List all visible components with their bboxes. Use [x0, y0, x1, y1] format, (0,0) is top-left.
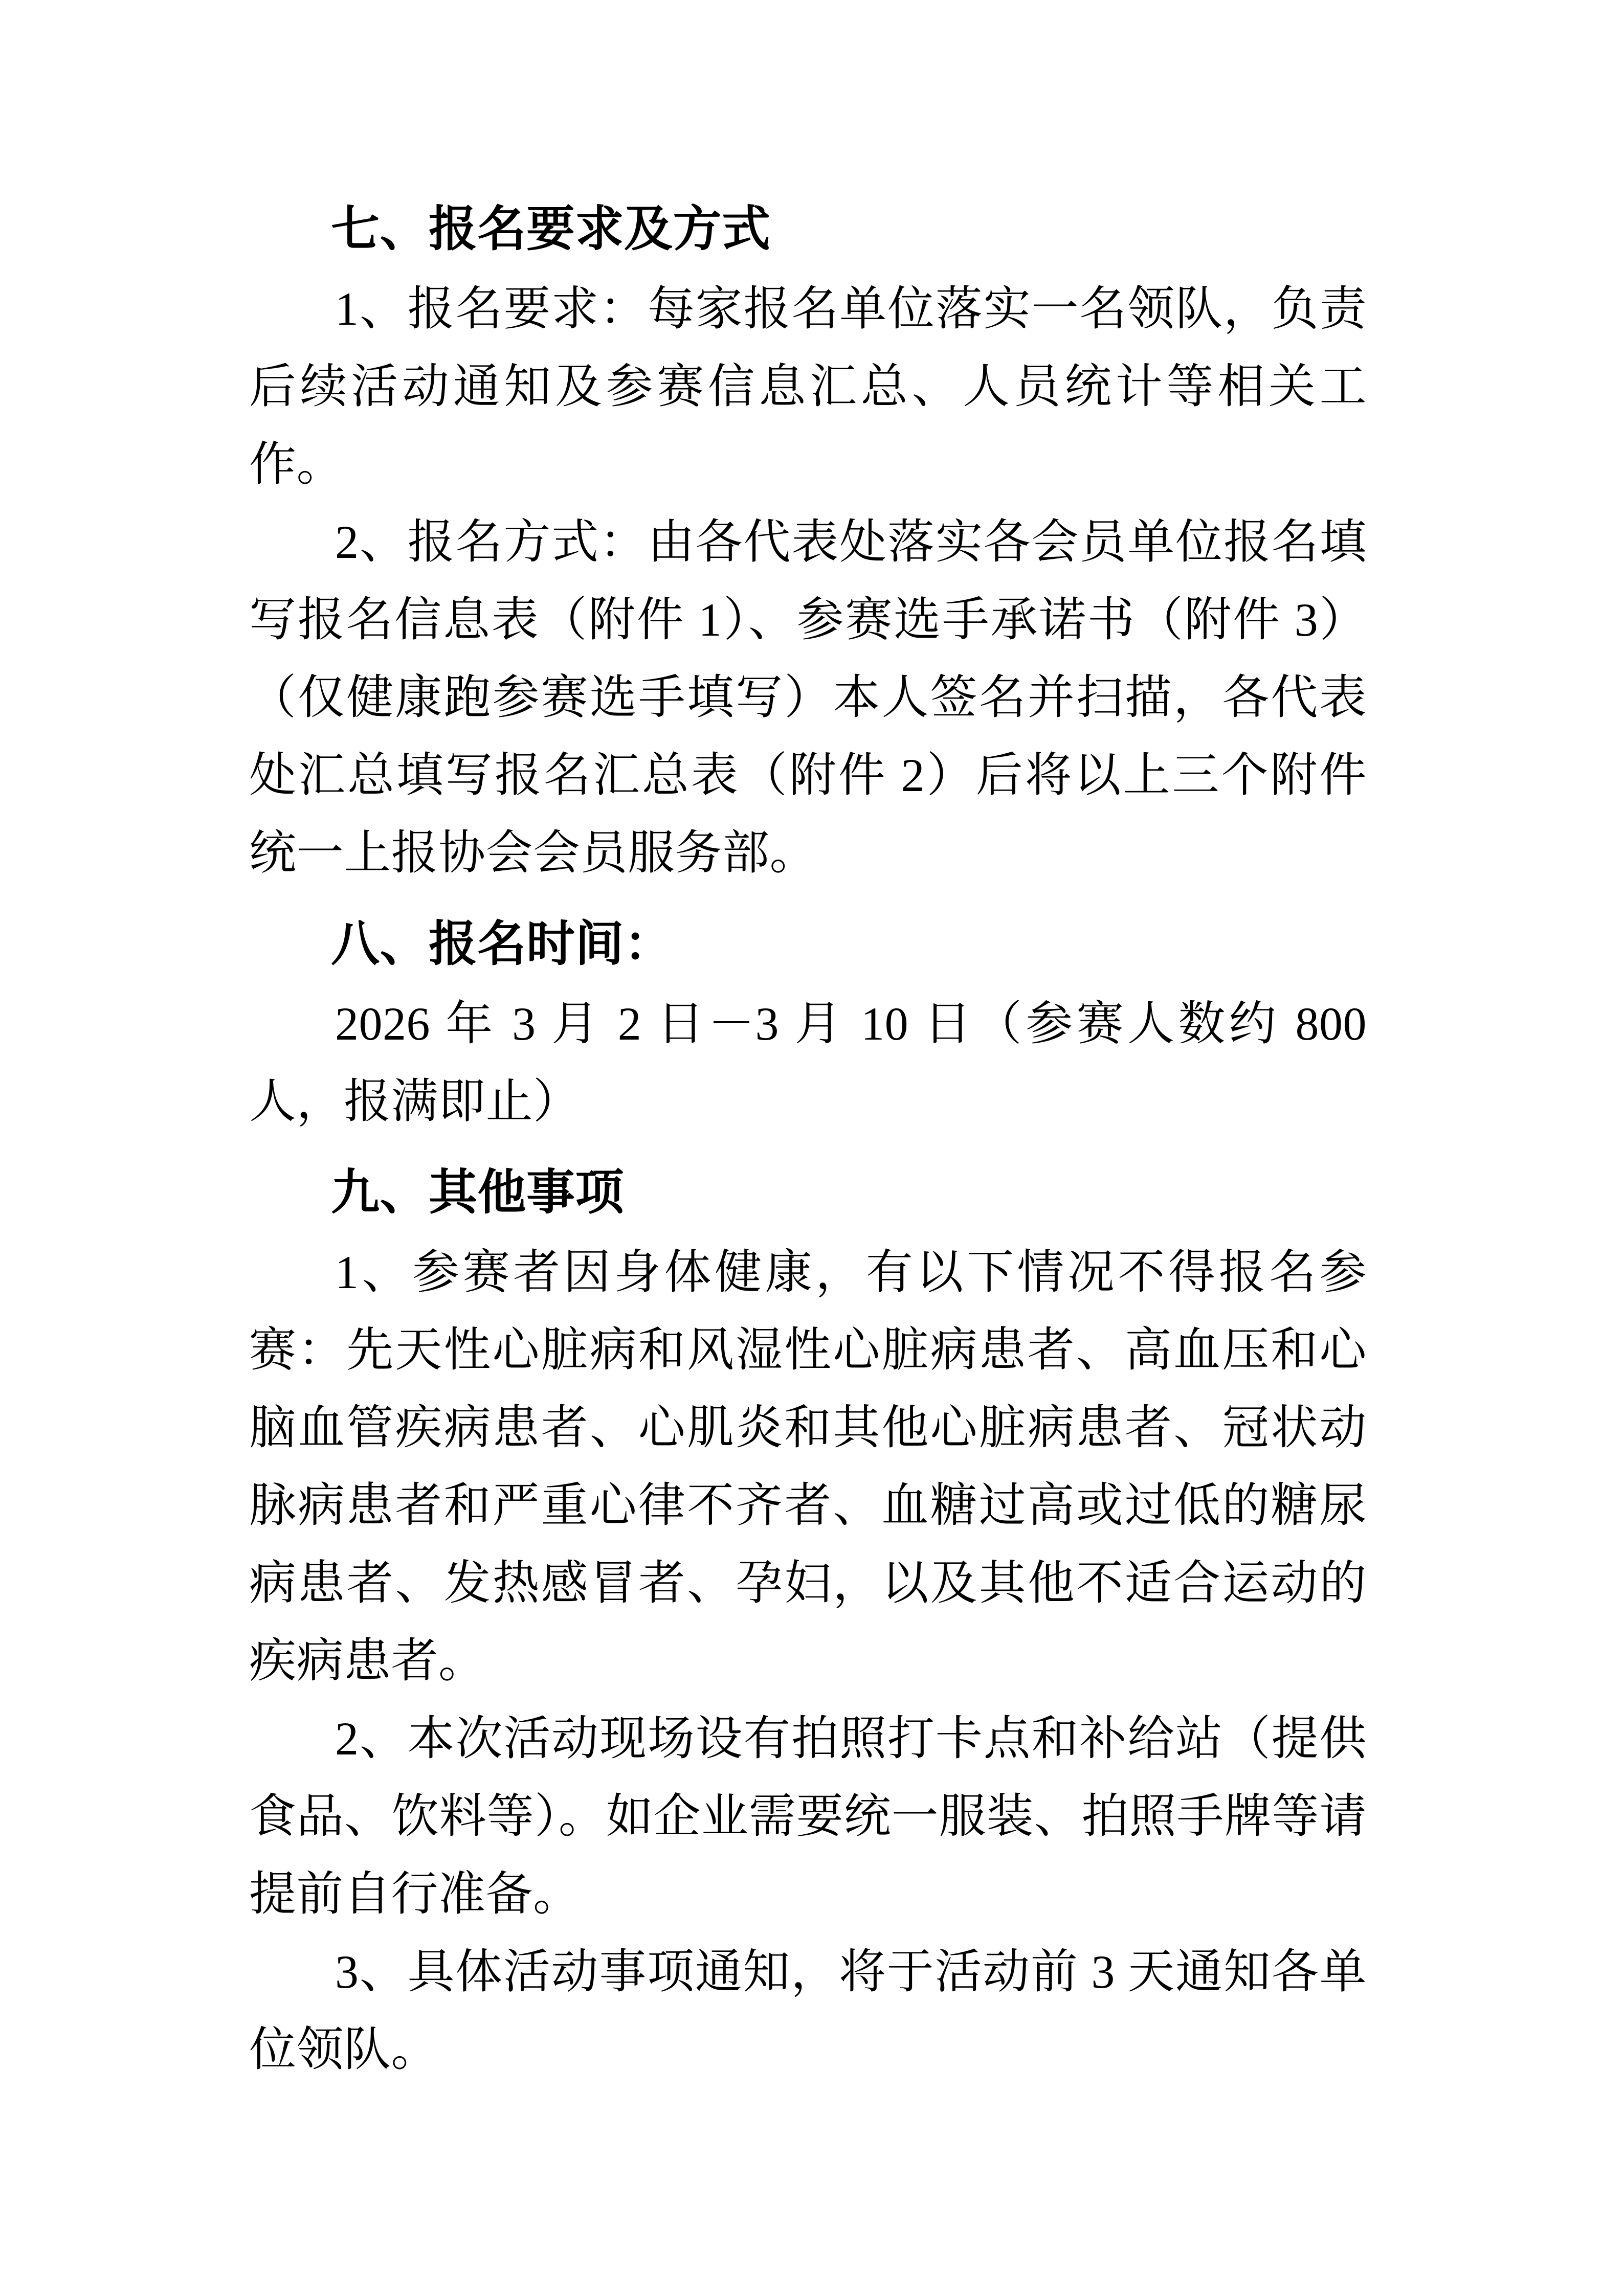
- section-heading-eight: 八、报名时间：: [331, 917, 673, 971]
- paragraph-health-restrictions: 1、参赛者因身体健康，有以下情况不得报名参赛：先天性心脏病和风湿性心脏病患者、高血压和心脑血管疾病患者、心肌炎和其他心脏病患者、冠状动脉病患者和严重心律不齐者、血糖过高或过低的糖尿病患者、发热感冒者、孕妇，以及其他不适合运动的疾病患者。: [249, 1246, 1367, 1687]
- section-heading-seven: 七、报名要求及方式: [331, 202, 771, 256]
- section-heading-nine: 九、其他事项: [331, 1165, 625, 1220]
- paragraph-onsite-facilities: 2、本次活动现场设有拍照打卡点和补给站（提供食品、饮料等）。如企业需要统一服装、拍照手牌等请提前自行准备。: [249, 1713, 1367, 1920]
- paragraph-registration-method: 2、报名方式：由各代表处落实各会员单位报名填写报名信息表（附件 1）、参赛选手承诺书（附件 3）（仅健康跑参赛选手填写）本人签名并扫描，各代表处汇总填写报名汇总表（附件 2）后将以上三个附件统一上报协会会员服务部。: [249, 516, 1367, 879]
- document-text-body: [249, 190, 1367, 2088]
- paragraph-registration-requirements: 1、报名要求：每家报名单位落实一名领队，负责后续活动通知及参赛信息汇总、人员统计等相关工作。: [249, 283, 1367, 490]
- paragraph-advance-notice: 3、具体活动事项通知，将于活动前 3 天通知各单位领队。: [249, 1946, 1367, 2076]
- paragraph-registration-period: 2026 年 3 月 2 日－3 月 10 日（参赛人数约 800 人，报满即止）: [249, 998, 1367, 1128]
